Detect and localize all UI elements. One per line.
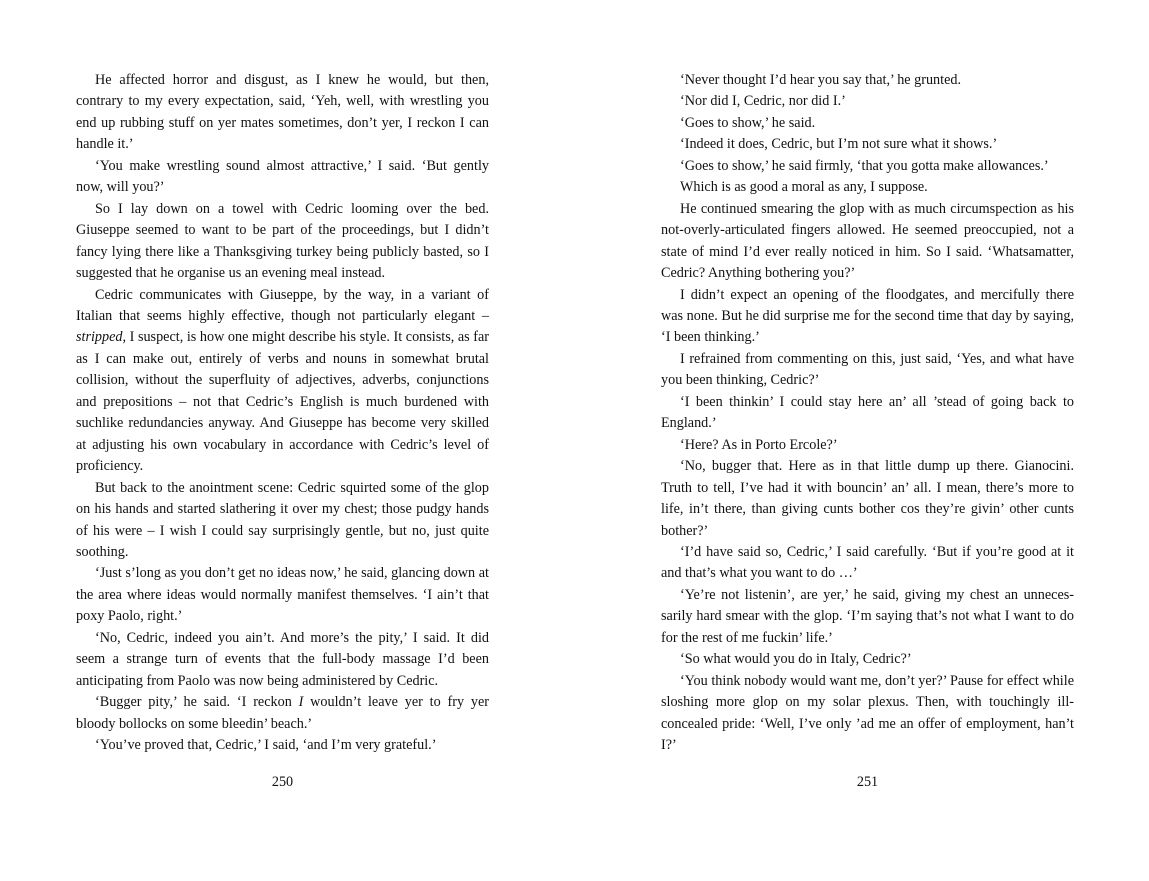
paragraph: ‘Ye’re not listenin’, are yer,’ he said, giving my chest an unnecessarily hard smear with the glop. ‘I’m saying that’s not what I want to do for the rest of me fuckin’ life.’ [661,586,1074,646]
paragraph: But back to the anointment scene: Cedric squirted some of the glop on his hands and started slathering it over my chest; those pudgy hands of his were – I wish I could say surprisingly gentle, but no, just quite soothing. [76,479,489,560]
paragraph-text: wouldn’t leave yer to fry yer bloody bollocks on some bleedin’ beach.’ [76,694,489,732]
paragraph: So I lay down on a towel with Cedric looming over the bed. Giuseppe seemed to want to be part of the proceedings, but I didn’t fancy lying there like a Thanksgiving turkey being publicly basted, so I suggested that he organise us an evening meal instead. [76,200,489,282]
paragraph: Which is as good a moral as any, I suppose. [680,179,928,196]
paragraph: ‘You think nobody would want me, don’t yer?’ Pause for effect while sloshing more glop on my solar plexus. Then, with touchingly ill-concealed pride: ‘Well, I’ve only ’ad me an offer of employment, han’t I?’ [661,672,1074,754]
paragraph: ‘You’ve proved that, Cedric,’ I said, ‘and I’m very grateful.’ [95,737,437,754]
paragraph: I refrained from commenting on this, just said, ‘Yes, and what have you been thinking, Cedric?’ [661,350,1074,389]
paragraph: ‘I been thinkin’ I could stay here an’ all ’stead of going back to England.’ [661,393,1074,432]
paragraph-text: Cedric communicates with Giuseppe, by the way, in a variant of Italian that seems highly effective, though not particularly elegant – [76,286,489,324]
paragraph: ‘Here? As in Porto Ercole?’ [680,436,838,453]
right-page-body [661,70,1074,757]
paragraph-text: ‘Bugger pity,’ he said. ‘I reckon [95,694,299,711]
paragraph-text: , I suspect, is how one might describe his style. It consists, as far as I can make out, entirely of verbs and nouns in somewhat brutal collision, without the superfluity of adjectives, adverbs, conjunctions and prepositions – not that Cedric’s English is much burdened with suchlike redundancies anyway. And Giuseppe has become very skilled at adjusting his own vocabulary in accordance with Cedric’s level of proficiency. [76,329,489,475]
paragraph: ‘Just s’long as you don’t get no ideas now,’ he said, glancing down at the area where ideas would normally manifest themselves. ‘I ain’t that poxy Paolo, right.’ [76,565,489,625]
paragraph: ‘Indeed it does, Cedric, but I’m not sure what it shows.’ [680,136,998,153]
paragraph [76,692,489,735]
left-page-body [76,70,489,757]
emphasized-word: stripped [76,329,123,346]
paragraph: ‘So what would you do in Italy, Cedric?’ [680,651,912,668]
paragraph: He continued smearing the glop with as much circumspection as his not-overly-articulated fingers allowed. He seemed preoccupied, not a state of mind I’d ever really noticed in him. So I said. ‘Whatsamatter, Cedric? Anything bothering you?’ [661,200,1074,282]
paragraph: ‘No, Cedric, indeed you ain’t. And more’s the pity,’ I said. It did seem a strange turn of events that the full-body massage I’d been anticipating from Paolo was now being administered by Cedric. [76,629,489,689]
paragraph: ‘Goes to show,’ he said. [680,114,816,131]
paragraph: ‘Nor did I, Cedric, nor did I.’ [680,93,846,110]
emphasized-word: I [298,694,304,711]
paragraph: I didn’t expect an opening of the floodgates, and mercifully there was none. But he did surprise me for the second time that day by saying, ‘I been thinking.’ [661,286,1074,346]
paragraph: ‘You make wrestling sound almost attractive,’ I said. ‘But gently now, will you?’ [76,157,489,196]
right-page-number: 251 [856,774,879,790]
paragraph: ‘No, bugger that. Here as in that little dump up there. Gianocini. Truth to tell, I’ve had it with bouncin’ an’ all. I mean, there’s more to life, in’t there, than giving cunts bother cos they’re givin’ other cunts bother?’ [661,458,1074,539]
paragraph: ‘Never thought I’d hear you say that,’ he grunted. [680,72,962,88]
left-page-number: 250 [271,774,294,790]
paragraph [76,285,489,478]
paragraph: He affected horror and disgust, as I knew he would, but then, contrary to my every expectation, said, ‘Yeh, well, with wrestling you end up rubbing stuff on yer mates sometimes, don’t yer, I reckon I can handle it.’ [76,72,489,153]
paragraph: ‘Goes to show,’ he said firmly, ‘that you gotta make allowances.’ [680,157,1049,174]
paragraph: ‘I’d have said so, Cedric,’ I said carefully. ‘But if you’re good at it and that’s what you want to do …’ [661,543,1074,582]
